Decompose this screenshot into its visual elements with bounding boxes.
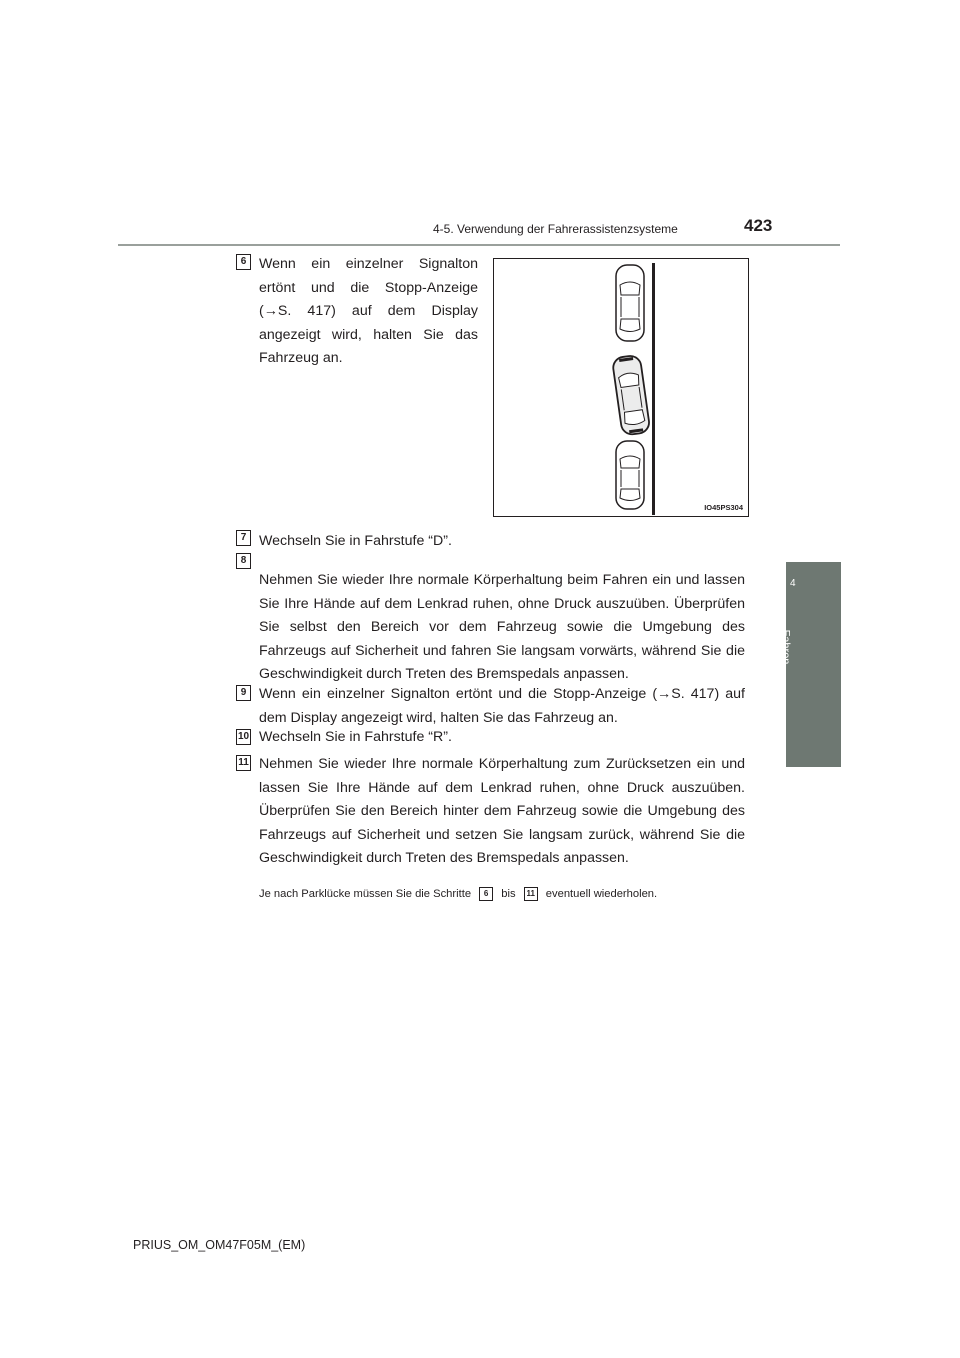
step-number-7: 7 xyxy=(236,530,251,546)
step-number-8: 8 xyxy=(236,553,251,569)
document-code: PRIUS_OM_OM47F05M_(EM) xyxy=(133,1238,306,1252)
note-text-before: Je nach Parklücke müssen Sie die Schritte xyxy=(259,887,472,900)
parked-car-rear xyxy=(616,441,644,509)
repeat-note xyxy=(259,887,657,901)
step-text-6: Wenn ein einzelner Signalton ertönt und die Stopp-Anzeige (→S. 417) auf dem Display angezeigt wird, halten Sie das Fahrzeug an. xyxy=(259,256,478,367)
step-text-8: Nehmen Sie wieder Ihre normale Körperhaltung beim Fahren ein und lassen Sie Ihre Hände auf dem Lenkrad ruhen, ohne Druck auszuüben. Überprüfen Sie selbst den Bereich vor dem Fahrzeug sowie die Umgebung des Fahrzeugs auf Sicherheit und fahren Sie langsam vorwärts, während Sie die Geschwindigkeit durch Treten des Bremspedals anpassen. xyxy=(259,572,745,683)
section-title: 4-5. Verwendung der Fahrerassistenzsysteme xyxy=(433,222,678,236)
note-text-after: eventuell wiederholen. xyxy=(545,887,658,900)
maneuvering-car xyxy=(612,355,651,436)
step-number-6: 6 xyxy=(236,254,251,270)
step-text-9: Wenn ein einzelner Signalton ertönt und die Stopp-Anzeige (→S. 417) auf dem Display angezeigt wird, halten Sie das Fahrzeug an. xyxy=(259,686,745,726)
header-rule xyxy=(118,244,840,246)
chapter-tab-label-wrap xyxy=(779,623,798,673)
note-text-middle: bis xyxy=(501,887,516,900)
step-text-7: Wechseln Sie in Fahrstufe “D”. xyxy=(259,533,452,549)
parking-figure xyxy=(493,258,749,517)
note-step-from: 6 xyxy=(479,887,493,901)
figure-code: IO45PS304 xyxy=(704,503,743,512)
step-number-10: 10 xyxy=(236,729,251,745)
step-number-9: 9 xyxy=(236,685,251,701)
chapter-tab-number: 4 xyxy=(790,578,796,589)
page-number: 423 xyxy=(744,216,773,235)
chapter-tab-label: Fahren xyxy=(779,629,792,665)
parked-car-front xyxy=(616,265,644,341)
step-text-11: Nehmen Sie wieder Ihre normale Körperhaltung zum Zurücksetzen ein und lassen Sie Ihre Hände auf dem Lenkrad ruhen, ohne Druck auszuüben. Überprüfen Sie den Bereich hinter dem Fahrzeug sowie die Umgebung des Fahrzeugs auf Sicherheit und setzen Sie langsam zurück, während Sie die Geschwindigkeit durch Treten des Bremspedals anpassen. xyxy=(259,756,745,867)
step-text-10: Wechseln Sie in Fahrstufe “R”. xyxy=(259,729,452,745)
parking-illustration xyxy=(494,259,750,518)
step-number-11: 11 xyxy=(236,755,251,771)
note-step-to: 11 xyxy=(524,887,538,901)
